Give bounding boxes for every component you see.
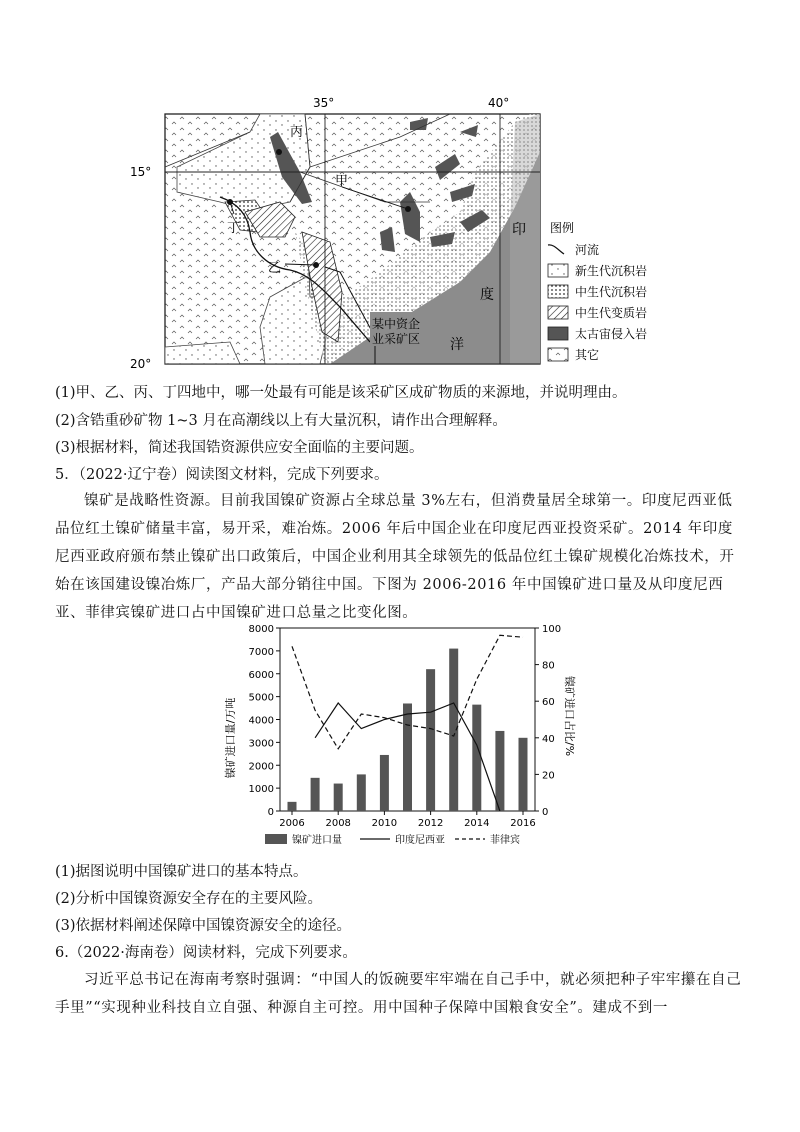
y-right-tick-label: 0 (542, 807, 549, 818)
bar-2007 (311, 778, 320, 811)
y-left-tick-label: 5000 (248, 692, 274, 704)
y-left-tick-label: 8000 (248, 624, 274, 635)
bar-2016 (519, 738, 528, 811)
x-tick-label: 2014 (464, 818, 490, 829)
site-jia-label: 甲 (335, 174, 349, 189)
legend-archean-label: 太古宙侵入岩 (575, 327, 648, 341)
lon-40-label: 40° (488, 96, 510, 110)
y-left-tick-label: 0 (267, 807, 274, 818)
y-right-tick-label: 40 (542, 733, 555, 745)
bar-2014 (472, 705, 481, 811)
mine-area-label-1: 某中资企 (372, 317, 421, 331)
y-right-tick-label: 60 (542, 697, 555, 709)
q5-paragraph (55, 487, 745, 627)
bar-2011 (403, 703, 412, 811)
y-left-tick-label: 4000 (248, 715, 274, 727)
lon-35-label: 35° (313, 96, 335, 110)
q6-paragraph (55, 966, 745, 1022)
bar-2015 (495, 731, 504, 811)
legend-title: 图例 (550, 221, 575, 235)
legend-river-label: 河流 (575, 243, 600, 257)
y-left-tick-label: 7000 (248, 646, 274, 658)
legend-mesozoic-meta-label: 中生代变质岩 (575, 306, 648, 320)
nickel-import-chart (220, 618, 590, 853)
legend-bar-swatch (265, 834, 287, 844)
y-right-tick-label: 80 (542, 660, 555, 672)
lat-15-label: 15° (130, 165, 152, 179)
q5-heading: 5．（2022·辽宁卷）阅读图文材料，完成下列要求。 (55, 467, 389, 483)
legend-other-label: 其它 (575, 348, 600, 362)
site-yi-label: 乙 (268, 261, 282, 276)
lat-20-label: 20° (130, 357, 152, 371)
chart-ylabel-right: 镍矿进口占比/% (563, 675, 576, 757)
chart-ylabel-left: 镍矿进口量/万吨 (224, 697, 237, 779)
site-ding-label: 丁 (227, 221, 241, 236)
legend-mesozoic-sed-label: 中生代沉积岩 (575, 285, 648, 299)
bar-2006 (288, 802, 297, 811)
map-legend (548, 220, 647, 362)
legend-bar-label: 镍矿进口量 (292, 835, 342, 846)
ocean-label-3: 洋 (450, 337, 464, 353)
y-left-tick-label: 6000 (248, 669, 274, 681)
bar-2010 (380, 755, 389, 811)
legend-indonesia-label: 印度尼西亚 (395, 835, 445, 846)
x-tick-label: 2006 (279, 818, 305, 829)
bar-2009 (357, 774, 366, 811)
q4-question-1: (1)甲、乙、丙、丁四地中，哪一处最有可能是该采矿区成矿物质的来源地，并说明理由。 (55, 385, 627, 401)
geology-map-figure (130, 92, 710, 377)
legend-philippines-label: 菲律宾 (490, 835, 520, 846)
q6-paragraph-text: 习近平总书记在海南考察时强调：“中国人的饭碗要牢牢端在自己手中，就必须把种子牢牢攥在自己手里”“实现种业科技自立自强、种源自主可控。用中国种子保障中国粮食安全”。建成不到一 (55, 972, 742, 1016)
chart-legend (265, 833, 520, 846)
y-right-tick-label: 20 (542, 770, 555, 782)
q5-question-1: (1)据图说明中国镍矿进口的基本特点。 (55, 864, 308, 880)
legend-cenozoic-label: 新生代沉积岩 (575, 264, 648, 278)
ocean-label-2: 度 (480, 287, 494, 303)
q6-heading: 6.（2022·海南卷）阅读材料，完成下列要求。 (55, 945, 357, 961)
x-tick-label: 2012 (417, 818, 444, 829)
mine-area-label-2: 业采矿区 (372, 332, 421, 346)
site-bing-label: 丙 (290, 125, 304, 140)
q4-question-2: (2)含锆重砂矿物 1~3 月在高潮线以上有大量沉积，请作出合理解释。 (55, 413, 507, 429)
y-left-tick-label: 1000 (248, 784, 274, 796)
x-tick-label: 2010 (371, 818, 398, 829)
y-left-tick-label: 2000 (248, 761, 274, 773)
x-tick-label: 2008 (325, 818, 351, 829)
ocean-label-1: 印 (512, 222, 526, 238)
y-right-tick-label: 100 (542, 624, 562, 635)
bar-2008 (334, 784, 343, 811)
bar-2012 (426, 669, 435, 811)
y-left-tick-label: 3000 (248, 738, 274, 750)
q4-question-3: (3)根据材料，简述我国锆资源供应安全面临的主要问题。 (55, 440, 424, 456)
q5-paragraph-text: 镍矿是战略性资源。目前我国镍矿资源占全球总量 3%左右，但消费量居全球第一。印度尼西亚低品位红土镍矿储量丰富，易开采，难冶炼。2006 年后中国企业在印度尼西亚投资采矿。2014 年印度尼西亚政府颁布禁止镍矿出口政策后，中国企业利用其全球领先的低品位红土镍矿规模化冶炼技术，开始在该国建设镍冶炼厂，产品大部分销往中国。下图为 2006-2016 年中国镍矿进口量及从印度尼西亚、菲律宾镍矿进口占中国镍矿进口总量之比变化图。 (55, 493, 735, 621)
q5-question-3: (3)依据材料阐述保障中国镍资源安全的途径。 (55, 918, 352, 934)
q5-question-2: (2)分析中国镍资源安全存在的主要风险。 (55, 891, 323, 907)
x-tick-label: 2016 (510, 818, 536, 829)
